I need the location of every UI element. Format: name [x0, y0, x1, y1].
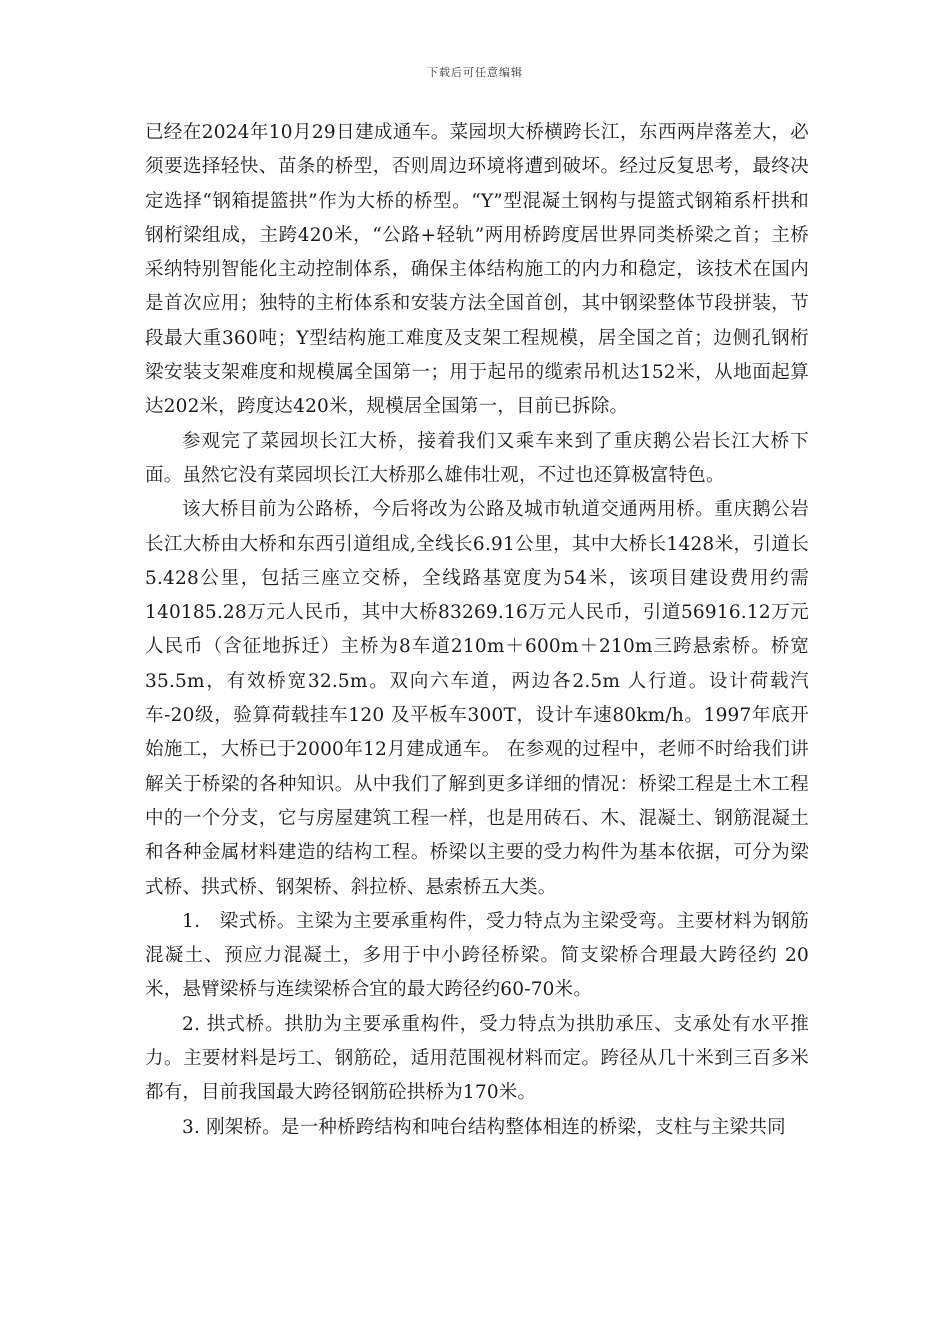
- paragraph-beam-bridge: 1． 梁式桥。主梁为主要承重构件，受力特点为主梁受弯。主要材料为钢筋混凝土、预应力混凝土，多用于中小跨径桥梁。简支梁桥合理最大跨径约 20米，悬臂梁桥与连续梁桥合宜的最大跨径约60-70米。: [145, 910, 809, 1001]
- paragraph-rigid-frame-bridge: 3. 刚架桥。是一种桥跨结构和吨台结构整体相连的桥梁，支柱与主梁共同: [182, 1116, 786, 1138]
- page-header: 下载后可任意编辑: [427, 66, 523, 79]
- paragraph-egongyan-intro: 参观完了菜园坝长江大桥，接着我们又乘车来到了重庆鹅公岩长江大桥下面。虽然它没有菜园坝长江大桥那么雄伟壮观，不过也还算极富特色。: [145, 430, 809, 486]
- paragraph-caiyuanba-bridge: 已经在2024年10月29日建成通车。菜园坝大桥横跨长江，东西两岸落差大，必须要选择轻快、苗条的桥型，否则周边环境将遭到破坏。经过反复思考，最终决定选择“钢箱提篮拱”作为大桥的桥型。“Y”型混凝土钢构与提篮式钢箱系杆拱和钢桁梁组成，主跨420米，“公路+轻轨”两用桥跨度居世界同类桥梁之首；主桥采纳特别智能化主动控制体系，确保主体结构施工的内力和稳定，该技术在国内是首次应用；独特的主桁体系和安装方法全国首创，其中钢梁整体节段拼装，节段最大重360吨；Y型结构施工难度及支架工程规模，居全国之首；边侧孔钢桁梁安装支架难度和规模属全国第一；用于起吊的缆索吊机达152米，从地面起算达202米，跨度达420米，规模居全国第一，目前已拆除。: [145, 122, 809, 418]
- paragraph-arch-bridge: 2. 拱式桥。拱肋为主要承重构件，受力特点为拱肋承压、支承处有水平推力。主要材料是圬工、钢筋砼，适用范围视材料而定。跨径从几十米到三百多米都有，目前我国最大跨径钢筋砼拱桥为170米。: [145, 1013, 809, 1104]
- document-body: [145, 116, 809, 1145]
- paragraph-egongyan-details: 该大桥目前为公路桥，今后将改为公路及城市轨道交通两用桥。重庆鹅公岩长江大桥由大桥和东西引道组成,全线长6.91公里，其中大桥长1428米，引道长5.428公里，包括三座立交桥，全线路基宽度为54米，该项目建设费用约需140185.28万元人民币，其中大桥83269.16万元人民币，引道56916.12万元人民币（含征地拆迁）主桥为8车道210m＋600m＋210m三跨悬索桥。桥宽35.5m，有效桥宽32.5m。双向六车道，两边各2.5m 人行道。设计荷载汽车-20级，验算荷载挂车120 及平板车300T，设计车速80km/h。1997年底开始施工，大桥已于2000年12月建成通车。 在参观的过程中，老师不时给我们讲解关于桥梁的各种知识。从中我们了解到更多详细的情况：桥梁工程是土木工程中的一个分支，它与房屋建筑工程一样，也是用砖石、木、混凝土、钢筋混凝土和各种金属材料建造的结构工程。桥梁以主要的受力构件为基本依据，可分为梁式桥、拱式桥、钢架桥、斜拉桥、悬索桥五大类。: [145, 499, 809, 898]
